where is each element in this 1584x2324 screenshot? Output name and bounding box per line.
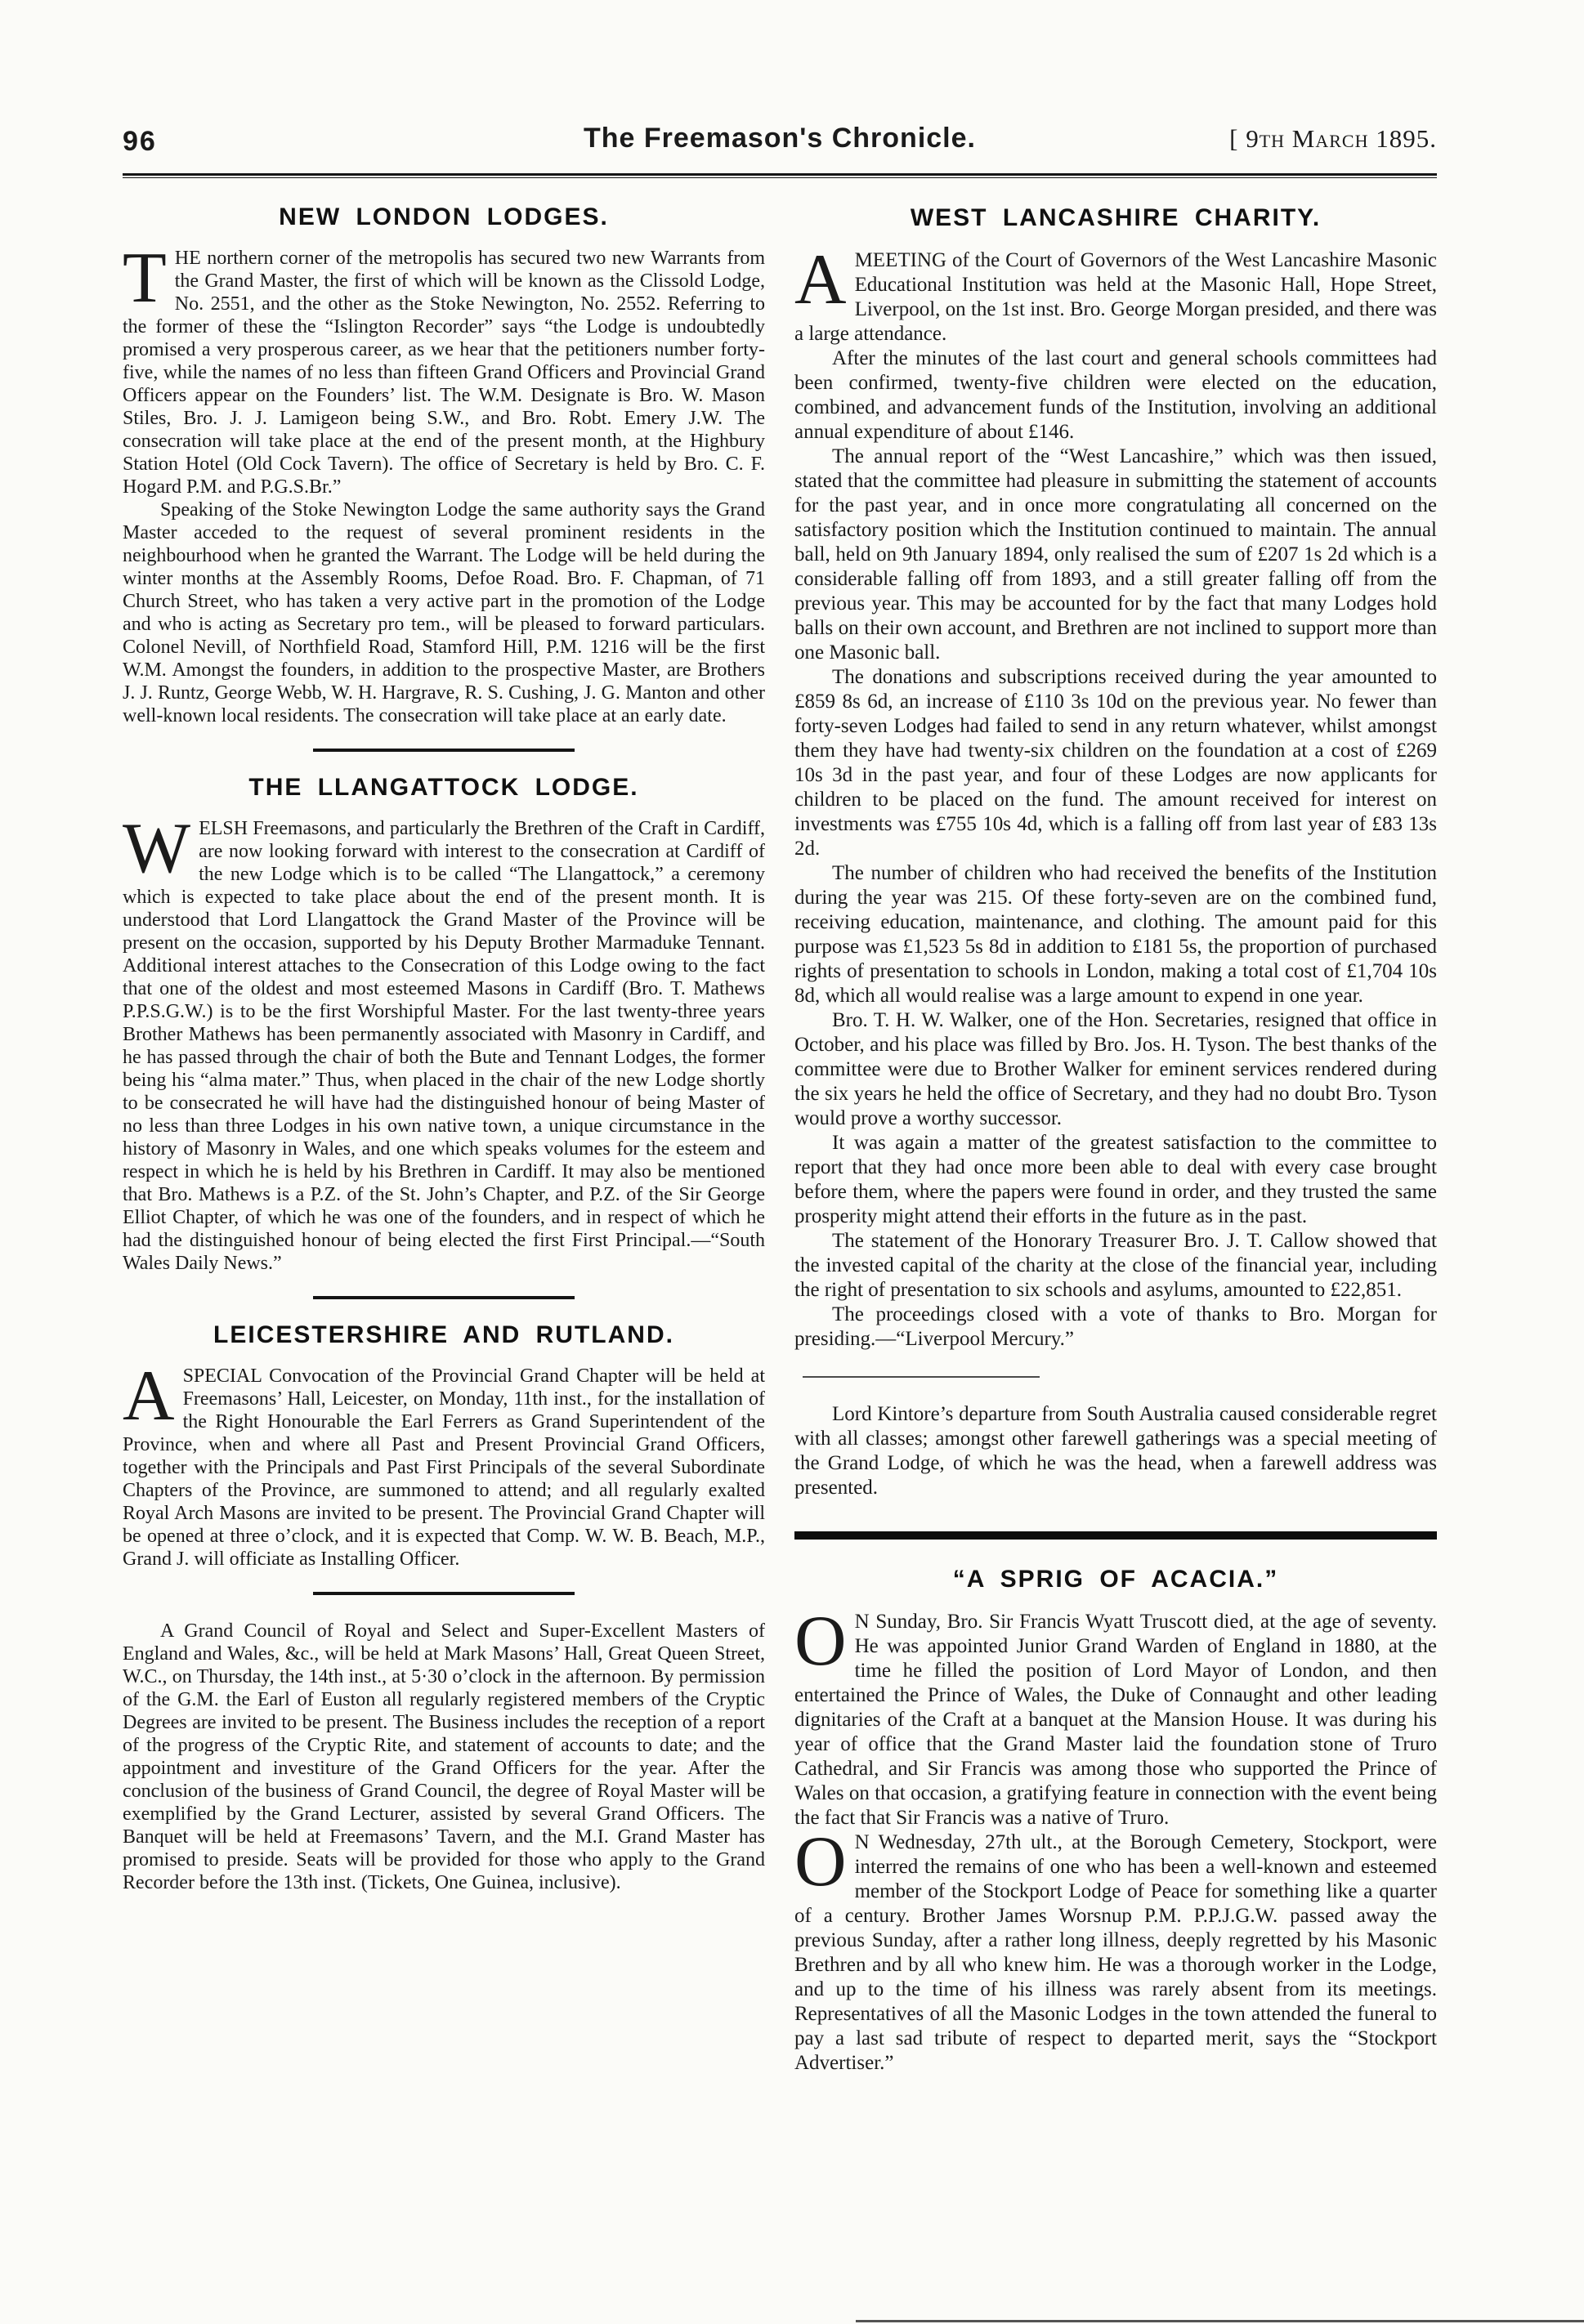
- paragraph: The number of children who had received the benefits of the Institution during the year was 215. Of these forty-seven are on the combined fund, receiving education, maintenance, and clothing. The amount paid for this purpose was £1,523 5s 8d in addition to £181 5s, the proportion of purchased rights of presentation to schools in London, making a total cost of £1,704 10s 8d, which all would realise was a large amount to expend in one year.: [794, 862, 1437, 1007]
- content-columns: [123, 203, 1437, 2076]
- left-column: [123, 203, 765, 1894]
- paragraph: The annual report of the “West Lancashire,” which was then issued, stated that the committee had pleasure in submitting the statement of accounts for the past year, and in once more congratulating all concerned on the satisfactory position which the Institution continued to maintain. The annual ball, held on 9th January 1894, only realised the sum of £207 1s 2d which is a considerable falling off from 1893, and a still greater falling off from the previous year. This may be accounted for by the fact that many Lodges hold balls on their own account, and Brethren are not inclined to support more than one Masonic ball.: [794, 445, 1437, 664]
- article-title: “A SPRIG OF ACACIA.”: [952, 1566, 1279, 1593]
- article-new-london-lodges: [123, 203, 765, 727]
- page-edge-artifact: [856, 2320, 1584, 2322]
- article-sprig-of-acacia: [794, 1567, 1437, 2076]
- drop-cap: W: [123, 809, 191, 888]
- article-title: NEW LONDON LODGES.: [279, 203, 609, 230]
- section-divider: [313, 749, 575, 752]
- article-lord-kintore-note: [794, 1402, 1437, 1500]
- article-title: WEST LANCASHIRE CHARITY.: [910, 204, 1322, 231]
- drop-cap: O: [794, 1822, 847, 1902]
- article-llangattock-lodge: [123, 776, 765, 1275]
- heavy-rule: [794, 1531, 1437, 1540]
- article-west-lancashire-charity: [794, 206, 1437, 1352]
- article-grand-council-notice: [123, 1620, 765, 1894]
- paragraph: [794, 1602, 1437, 1830]
- paragraph-text: SPECIAL Convocation of the Provincial Grand Chapter will be held at Freemasons’ Hall, Leicester, on Monday, 11th inst., for the installation of the Right Honourable the Earl Ferrers as Grand Superintendent of the Province, when and where all Past and Present Provincial Grand Officers, together with the Principals and Past First Principals of the several Subordinate Chapters of the Province, are summoned to attend; and all regularly exalted Royal Arch Masons are invited to be present. The Provincial Grand Chapter will be opened at three o’clock, and it is expected that Comp. W. W. B. Beach, M.P., Grand J. will officiate as Installing Officer.: [123, 1365, 765, 1570]
- paragraph: The proceedings closed with a vote of thanks to Bro. Morgan for presiding.—“Liverpool Mercury.”: [794, 1303, 1437, 1350]
- paragraph: The donations and subscriptions received during the year amounted to £859 8s 6d, an increase of £110 3s 10d on the previous year. No fewer than forty-seven Lodges had failed to send in any return whatever, whilst amongst them they have had twenty-six children on the foundation at a cost of £269 10s 3d in the past year, and four of these Lodges are now applicants for children to be placed on the fund. The amount received for interest on investments was £755 10s 4d, which is a falling off from last year of £83 13s 2d.: [794, 666, 1437, 860]
- paragraph-text: N Wednesday, 27th ult., at the Borough Cemetery, Stockport, were interred the remains of one who has been a well-known and esteemed member of the Stockport Lodge of Peace for something like a quarter of a century. Brother James Worsnup P.M. P.P.J.G.W. passed away the previous Sunday, after a rather long illness, deeply regretted by his Masonic Brethren and by all who knew him. He was a thorough worker in the Lodge, and up to the time of his illness was rarely absent from its meetings. Representatives of all the Masonic Lodges in the town attended the funeral to pay a last sad tribute of respect to departed merit, says the “Stockport Advertiser.”: [794, 1831, 1437, 2074]
- article-title: THE LLANGATTOCK LODGE.: [248, 774, 639, 801]
- section-divider: [313, 1592, 575, 1595]
- paragraph-text: ELSH Freemasons, and particularly the Brethren of the Craft in Cardiff, are now looking forward with interest to the consecration at Cardiff of the new Lodge which is to be called “The Llangattock,” a ceremony which is expected to take place about the end of the present month. It is understood that Lord Llangattock the Grand Master of the Province will be present on the occasion, supported by his Deputy Brother Marmaduke Tennant. Additional interest attaches to the Consecration of this Lodge owing to the fact that one of the oldest and most esteemed Masons in Cardiff (Bro. T. Mathews P.P.S.G.W.) is to be the first Worshipful Master. For the last twenty-three years Brother Mathews has been permanently associated with Masonry in Cardiff, and he has passed through the chair of both the Bute and Tennant Lodges, the former being his “alma mater.” Thus, when placed in the chair of the new Lodge shortly to be consecrated he will have had the distinguished honour of being Master of no less than three Lodges in his own native town, a unique circumstance in the history of Masonry in Wales, and one which speaks volumes for the esteem and respect in which he is held by his Brethren in Cardiff. It may also be mentioned that Bro. Mathews is a P.Z. of the St. John’s Chapter, and P.Z. of the Sir George Elliot Chapter, of which he was one of the founders, and in respect of which he had the distinguished honour of being elected the first First Principal.—“South Wales Daily News.”: [123, 818, 765, 1274]
- paragraph-text: MEETING of the Court of Governors of the West Lancashire Masonic Educational Institution was held at the Masonic Hall, Hope Street, Liverpool, on the 1st inst. Bro. George Morgan presided, and there was a large attendance.: [794, 249, 1437, 345]
- page-number: 96: [123, 126, 157, 157]
- paragraph: [123, 1356, 765, 1571]
- section-divider: [313, 1296, 575, 1299]
- paragraph: A Grand Council of Royal and Select and Super-Excellent Masters of England and Wales, &c., will be held at Mark Masons’ Hall, Great Queen Street, W.C., on Thursday, the 14th inst., at 5·30 o’clock in the afternoon. By permission of the G.M. the Earl of Euston all regularly registered members of the Cryptic Degrees are invited to be present. The Business includes the reception of a report of the progress of the Cryptic Rite, and statement of accounts to date; and the appointment and investiture of the Grand Officers for the year. After the conclusion of the business of Grand Council, the degree of Royal Master will be exemplified by the Grand Lecturer, assisted by several Grand Officers. The Banquet will be held at Freemasons’ Tavern, and the M.I. Grand Master has promised to preside. Seats will be provided for those who apply to the Grand Recorder before the 13th inst. (Tickets, One Guinea, inclusive).: [123, 1620, 765, 1893]
- paragraph: [794, 1822, 1437, 2076]
- drop-cap: T: [123, 239, 167, 318]
- paragraph: Speaking of the Stoke Newington Lodge the same authority says the Grand Master acceded to the request of several prominent residents in the neighbourhood when he granted the Warrant. The Lodge will be held during the winter months at the Assembly Rooms, Defoe Road. Bro. F. Chapman, of 71 Church Street, who has taken a very active part in the promotion of the Lodge and who is acting as Secretary pro tem., will be pleased to forward particulars. Colonel Nevill, of Northfield Road, Stamford Hill, P.M. 1216 will be the first W.M. Amongst the founders, in addition to the prospective Master, are Brothers J. J. Runtz, George Webb, W. H. Hargrave, R. S. Cushing, J. G. Manton and other well-known local residents. The consecration will take place at an early date.: [123, 499, 765, 726]
- section-divider: [803, 1376, 1040, 1378]
- paragraph: [794, 240, 1437, 346]
- article-leicestershire-rutland: [123, 1321, 765, 1571]
- paragraph: Lord Kintore’s departure from South Australia caused considerable regret with all classes; amongst other farewell gatherings was a special meeting of the Grand Lodge, of which he was the head, when a farewell address was presented.: [794, 1403, 1437, 1499]
- paragraph-text: N Sunday, Bro. Sir Francis Wyatt Truscott died, at the age of seventy. He was appointed Junior Grand Warden of England in 1880, at the time he filled the position of Lord Mayor of London, and then entertained the Prince of Wales, the Duke of Connaught and other leading dignitaries of the Craft at a banquet at the Mansion House. It was during his year of office that the Grand Master laid the foundation stone of Truro Cathedral, and Sir Francis was among those who supported the Prince of Wales on that occasion, a gratifying feature in connection with the event being the fact that Sir Francis was a native of Truro.: [794, 1611, 1437, 1829]
- paragraph-text: HE northern corner of the metropolis has secured two new Warrants from the Grand Master, the first of which will be known as the Clissold Lodge, No. 2551, and the other as the Stoke Newington, No. 2552. Referring to the former of these the “Islington Recorder” says “the Lodge is undoubtedly promised a very prosperous career, as we hear that the petitioners number forty-five, while the names of no less than fifteen Grand Officers and Provincial Grand Officers appear on the Founders’ list. The W.M. Designate is Bro. W. Mason Stiles, Bro. J. J. Lamigeon being S.W., and Bro. Robt. Emery J.W. The consecration will take place at the end of the present month, at the Highbury Station Hotel (Old Cock Tavern). The office of Secretary is held by Bro. C. F. Hogard P.M. and P.G.S.Br.”: [123, 248, 765, 498]
- paragraph: [123, 239, 765, 498]
- masthead-title: The Freemason's Chronicle.: [584, 123, 976, 154]
- drop-cap: O: [794, 1602, 847, 1681]
- page-header: [123, 119, 1437, 165]
- article-title: LEICESTERSHIRE AND RUTLAND.: [213, 1321, 674, 1348]
- drop-cap: A: [123, 1356, 175, 1436]
- header-rule: [123, 173, 1437, 178]
- drop-cap: A: [794, 240, 847, 320]
- paragraph: After the minutes of the last court and general schools committees had been confirmed, twenty-five children were elected on the education, combined, and advancement funds of the Institution, involving an additional annual expenditure of about £146.: [794, 347, 1437, 443]
- right-column: [794, 206, 1437, 2076]
- paragraph: The statement of the Honorary Treasurer Bro. J. T. Callow showed that the invested capital of the charity at the close of the financial year, including the right of presentation to six schools and asylums, amounted to £22,851.: [794, 1230, 1437, 1301]
- issue-date: [ 9th March 1895.: [1229, 124, 1437, 153]
- paragraph: [123, 809, 765, 1275]
- paragraph: It was again a matter of the greatest satisfaction to the committee to report that they had once more been able to deal with every case brought before them, where the papers were found in order, and they trusted the same prosperity might attend their efforts in the future as in the past.: [794, 1132, 1437, 1227]
- paragraph: Bro. T. H. W. Walker, one of the Hon. Secretaries, resigned that office in October, and his place was filled by Bro. Jos. H. Tyson. The best thanks of the committee were due to Brother Walker for eminent services rendered during the six years he held the office of Secretary, and they had no doubt Bro. Tyson would prove a worthy successor.: [794, 1009, 1437, 1129]
